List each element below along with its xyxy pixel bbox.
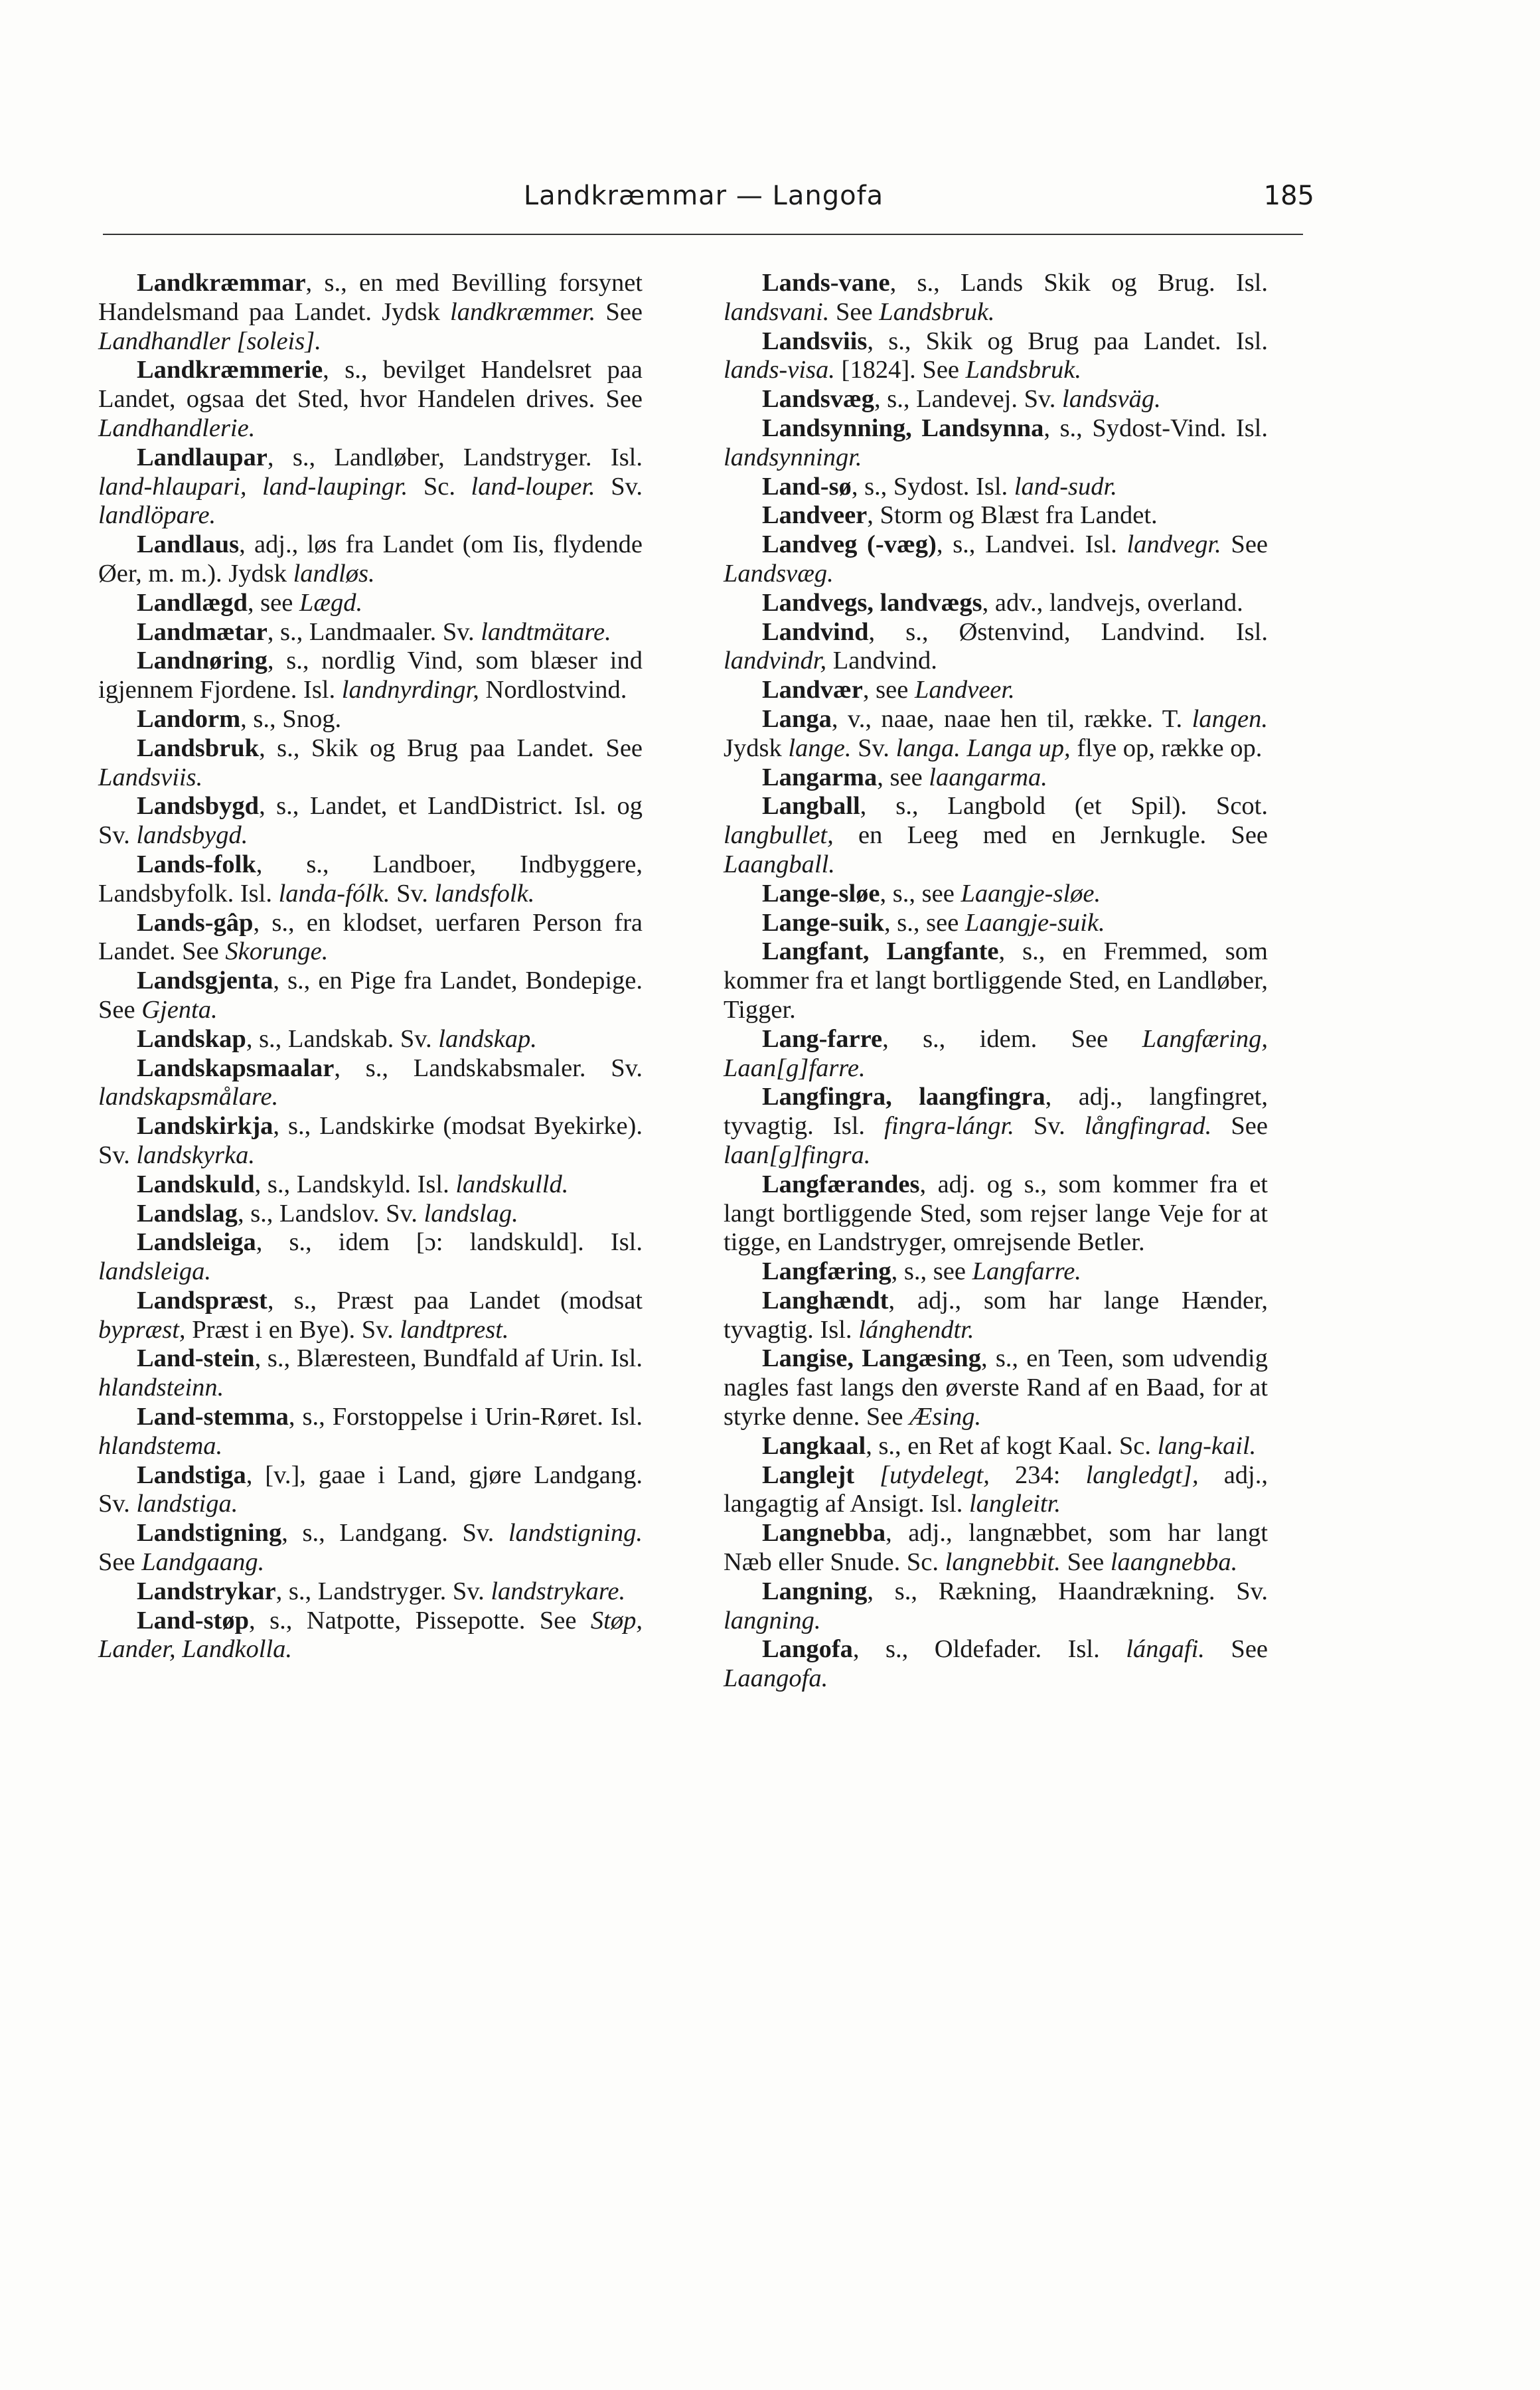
entry-text: flye op, række op. bbox=[1070, 734, 1263, 762]
italic-text: Gjenta. bbox=[141, 995, 218, 1024]
headword: Langise, Langæsing bbox=[762, 1344, 981, 1373]
dictionary-entry bbox=[724, 269, 1268, 327]
dictionary-entry bbox=[724, 385, 1268, 414]
italic-text: hlandsteinn. bbox=[98, 1374, 224, 1402]
entry-text: See bbox=[595, 297, 643, 326]
right-column bbox=[724, 269, 1268, 1694]
italic-text: laangnebba. bbox=[1110, 1548, 1238, 1577]
entry-text: See bbox=[1060, 1548, 1111, 1577]
dictionary-entry bbox=[724, 618, 1268, 677]
dictionary-entry bbox=[724, 1577, 1268, 1636]
headword: Landkræmmerie bbox=[137, 356, 323, 384]
entry-text: See bbox=[98, 1548, 142, 1577]
entry-text: , adj., løs fra Landet (om Iis, flydende Øer, m. m.). Jydsk bbox=[98, 530, 643, 588]
entry-text: , s., Præst paa Landet (modsat bbox=[267, 1286, 643, 1314]
dictionary-entry bbox=[724, 763, 1268, 793]
headword: Langofa bbox=[762, 1635, 853, 1664]
italic-text: laan[g]fingra. bbox=[724, 1141, 871, 1169]
dictionary-entry bbox=[98, 647, 643, 705]
entry-text bbox=[961, 734, 967, 762]
headword: Land-støp bbox=[137, 1606, 250, 1634]
italic-text: landsfolk. bbox=[434, 879, 535, 908]
italic-text: Lægd. bbox=[299, 588, 363, 617]
entry-text: Landvind. bbox=[826, 647, 937, 675]
italic-text: bypræst, bbox=[98, 1315, 186, 1344]
entry-text: , adj. og s., som kommer fra et langt bortliggende Sted, som rejser lange Veje for at tigge, en Landstryger, omrejsende Betler. bbox=[724, 1170, 1268, 1257]
running-title: Landkræmmar — Langofa bbox=[523, 181, 884, 211]
italic-text: landnyrdingr, bbox=[341, 676, 479, 704]
italic-text: langnebbit. bbox=[945, 1548, 1061, 1577]
entry-text: , s., en klodset, uerfaren Person fra Landet. See bbox=[98, 908, 643, 966]
dictionary-entry bbox=[724, 909, 1268, 938]
headword: Landsgjenta bbox=[137, 967, 273, 995]
entry-text: , adj., langnæbbet, som har langt Næb eller Snude. Sc. bbox=[724, 1519, 1268, 1577]
entry-text: , s., en Fremmed, som kommer fra et langt bortliggende Sted, en Landløber, Tigger. bbox=[724, 937, 1268, 1024]
italic-text: land-hlaupari, land-laupingr. bbox=[98, 472, 408, 501]
entry-text: , s., Landløber, Landstryger. Isl. bbox=[267, 443, 643, 471]
italic-text: långfingrad. bbox=[1084, 1112, 1212, 1141]
entry-text: , s., Landgang. Sv. bbox=[281, 1519, 508, 1548]
italic-text: landlöpare. bbox=[98, 501, 216, 530]
dictionary-entry bbox=[724, 1461, 1268, 1520]
dictionary-entry bbox=[724, 1025, 1268, 1083]
dictionary-entry bbox=[724, 1083, 1268, 1170]
entry-text: , s., Lands Skik og Brug. Isl. bbox=[889, 269, 1268, 297]
entry-text: Sv. bbox=[1014, 1112, 1085, 1141]
dictionary-entry bbox=[98, 589, 643, 618]
dictionary-entry bbox=[98, 1577, 643, 1607]
italic-text: Laangball. bbox=[724, 850, 835, 878]
dictionary-entry bbox=[724, 1635, 1268, 1694]
dictionary-entry bbox=[98, 1344, 643, 1403]
headword: Langlejt bbox=[762, 1461, 855, 1489]
headword: Landlægd bbox=[137, 588, 248, 617]
entry-text: Sv. bbox=[390, 879, 435, 908]
dictionary-entry bbox=[98, 1607, 643, 1665]
dictionary-entry bbox=[98, 1228, 643, 1287]
italic-text: landsynningr. bbox=[724, 443, 862, 471]
italic-text: landkræmmer. bbox=[450, 297, 596, 326]
italic-text: Langa up, bbox=[966, 734, 1071, 762]
headword: Landsvæg bbox=[762, 385, 875, 414]
dictionary-entry bbox=[724, 1287, 1268, 1345]
entry-text: See bbox=[829, 297, 880, 326]
italic-text: Landhandler [soleis]. bbox=[98, 327, 321, 355]
italic-text: hlandstema. bbox=[98, 1431, 223, 1460]
entry-text: , s., Landet, et LandDistrict. Isl. og Sv. bbox=[98, 792, 643, 850]
italic-text: Langfarre. bbox=[972, 1257, 1081, 1286]
headword: Landsleiga bbox=[137, 1228, 256, 1257]
dictionary-entry bbox=[724, 414, 1268, 473]
italic-text: Landsviis. bbox=[98, 763, 203, 791]
headword: Lands-folk bbox=[137, 850, 256, 878]
entry-text: Jydsk bbox=[724, 734, 789, 762]
headword: Landspræst bbox=[137, 1286, 268, 1314]
entry-text: , s., Oldefader. Isl. bbox=[852, 1635, 1126, 1664]
entry-text: , s., Sydost. Isl. bbox=[851, 472, 1014, 501]
headword: Landskuld bbox=[137, 1170, 255, 1198]
headword: Landsbruk bbox=[137, 734, 260, 762]
headword: Landveg (-væg) bbox=[762, 530, 937, 559]
italic-text: landtprest. bbox=[400, 1315, 509, 1344]
headword: Langfæring bbox=[762, 1257, 891, 1286]
headword: Lang-farre bbox=[762, 1024, 883, 1053]
headword: Langkaal bbox=[762, 1431, 866, 1460]
dictionary-entry bbox=[724, 792, 1268, 879]
italic-text: landvindr, bbox=[724, 647, 827, 675]
italic-text: Landsvæg. bbox=[724, 559, 834, 588]
dictionary-entry bbox=[724, 589, 1268, 618]
italic-text: land-louper. bbox=[471, 472, 595, 501]
entry-text: adj., langagtig af Ansigt. Isl. bbox=[724, 1461, 1269, 1518]
italic-text: landvegr. bbox=[1126, 530, 1221, 559]
entry-text: See bbox=[1204, 1635, 1269, 1664]
entry-text: , s., bevilget Handelsret paa Landet, ogsaa det Sted, hvor Handelen drives. See bbox=[98, 356, 643, 414]
italic-text: landstiga. bbox=[136, 1490, 238, 1518]
dictionary-entry bbox=[724, 327, 1268, 386]
entry-text: , see bbox=[862, 676, 915, 704]
italic-text: langbullet, bbox=[724, 821, 834, 850]
headword: Landvind bbox=[762, 617, 869, 646]
entry-text: Sc. bbox=[408, 472, 471, 501]
dictionary-entry bbox=[98, 530, 643, 589]
entry-text: , see bbox=[877, 763, 929, 791]
page-number: 185 bbox=[1263, 181, 1314, 211]
headword: Landsviis bbox=[762, 327, 868, 355]
headword: Langhændt bbox=[762, 1286, 889, 1314]
headword: Landvær bbox=[762, 676, 863, 704]
entry-text: , adj., som har lange Hænder, tyvagtig. Isl. bbox=[724, 1286, 1268, 1344]
entry-text: , s., Landskabsmaler. Sv. bbox=[334, 1054, 643, 1082]
entry-text: , s., see bbox=[891, 1257, 972, 1286]
entry-text: [1824]. See bbox=[834, 356, 966, 384]
headword: Langning bbox=[762, 1577, 868, 1605]
entry-text: , s., Snog. bbox=[240, 704, 342, 733]
dictionary-entry bbox=[98, 1200, 643, 1229]
entry-text: , s., en Teen, som udvendig nagles fast langs den øverste Rand af en Baad, for at styrke denne. See bbox=[724, 1344, 1268, 1431]
running-header bbox=[106, 181, 1314, 220]
dictionary-entry bbox=[724, 1257, 1268, 1287]
headword: Langarma bbox=[762, 763, 878, 791]
dictionary-entry bbox=[98, 1054, 643, 1113]
headword: Landlaupar bbox=[137, 443, 268, 471]
entry-text: , [v.], gaae i Land, gjøre Landgang. Sv. bbox=[98, 1461, 643, 1518]
dictionary-entry bbox=[724, 705, 1268, 763]
entry-text: , s., Blæresteen, Bundfald af Urin. Isl. bbox=[254, 1344, 643, 1373]
entry-text: , s., Skik og Brug paa Landet. See bbox=[259, 734, 643, 762]
entry-text: , s., Landslov. Sv. bbox=[237, 1199, 424, 1228]
entry-text: , s., en Ret af kogt Kaal. Sc. bbox=[866, 1431, 1158, 1460]
entry-text: , adj., langfingret, tyvagtig. Isl. bbox=[724, 1083, 1268, 1141]
headword: Landkræmmar bbox=[137, 269, 306, 297]
italic-text: landstigning. bbox=[508, 1519, 643, 1548]
italic-text: laangarma. bbox=[929, 763, 1047, 791]
headword: Langa bbox=[762, 704, 832, 733]
italic-text: landtmätare. bbox=[481, 617, 611, 646]
entry-text: Sv. bbox=[851, 734, 896, 762]
dictionary-entry bbox=[724, 501, 1268, 530]
dictionary-entry bbox=[724, 676, 1268, 705]
headword: Landslag bbox=[137, 1199, 238, 1228]
italic-text: langa. bbox=[895, 734, 961, 762]
italic-text: Skorunge. bbox=[225, 937, 329, 966]
italic-text: landskulld. bbox=[455, 1170, 569, 1198]
entry-text: See bbox=[1221, 530, 1269, 559]
italic-text: land-sudr. bbox=[1014, 472, 1117, 501]
entry-text: Sv. bbox=[595, 472, 643, 501]
italic-text: lángafi. bbox=[1126, 1635, 1205, 1664]
headword: Lange-sløe bbox=[762, 879, 880, 908]
italic-text: Æsing. bbox=[909, 1403, 982, 1431]
entry-text: en Leeg med en Jernkugle. See bbox=[833, 821, 1268, 850]
headword: Landmætar bbox=[137, 617, 268, 646]
dictionary-entry bbox=[724, 1344, 1268, 1431]
italic-text: Landhandlerie. bbox=[98, 414, 256, 442]
entry-text: , s., en med Bevilling forsynet Handelsmand paa Landet. Jydsk bbox=[98, 269, 643, 326]
entry-text: See bbox=[1211, 1112, 1268, 1141]
italic-text: landsväg. bbox=[1062, 385, 1161, 414]
entry-text: , s., see bbox=[884, 908, 965, 937]
entry-text: , s., Rækning, Haandrækning. Sv. bbox=[867, 1577, 1268, 1605]
dictionary-entry bbox=[724, 880, 1268, 909]
italic-text: Landsbruk. bbox=[879, 297, 995, 326]
dictionary-entry bbox=[98, 967, 643, 1025]
italic-text: Langfæring, Laan[g]farre. bbox=[724, 1024, 1268, 1082]
headword: Lange-suik bbox=[762, 908, 885, 937]
dictionary-entry bbox=[98, 909, 643, 967]
entry-text: , s., Landevej. Sv. bbox=[874, 385, 1063, 414]
headword: Landstrykar bbox=[137, 1577, 276, 1605]
italic-text: langen. bbox=[1192, 704, 1268, 733]
entry-text: , s., Landboer, Indbyggere, Landsbyfolk. Isl. bbox=[98, 850, 643, 908]
headword: Landstiga bbox=[137, 1461, 246, 1489]
italic-text: landskapsmålare. bbox=[98, 1083, 279, 1111]
entry-text: , s., Sydost-Vind. Isl. bbox=[1043, 414, 1268, 442]
dictionary-entry bbox=[724, 1519, 1268, 1577]
headword: Landsynning, Landsynna bbox=[762, 414, 1044, 442]
left-column bbox=[98, 269, 643, 1664]
entry-text: , s., Natpotte, Pissepotte. See bbox=[249, 1606, 591, 1634]
italic-text: langledgt], bbox=[1085, 1461, 1199, 1489]
headword: Landorm bbox=[137, 704, 241, 733]
headword: Langfærandes bbox=[762, 1170, 920, 1198]
italic-text: [utydelegt, bbox=[880, 1461, 990, 1489]
dictionary-entry bbox=[98, 792, 643, 850]
italic-text: landa-fólk. bbox=[278, 879, 390, 908]
entry-text: , see bbox=[247, 588, 299, 617]
headword: Landskirkja bbox=[137, 1112, 273, 1141]
dictionary-entry bbox=[98, 356, 643, 443]
headword: Landveer bbox=[762, 501, 868, 530]
headword: Landlaus bbox=[137, 530, 240, 559]
italic-text: landløs. bbox=[293, 559, 375, 588]
dictionary-entry bbox=[98, 850, 643, 909]
entry-text: , s., nordlig Vind, som blæser ind igjennem Fjordene. Isl. bbox=[98, 647, 643, 704]
headword: Langball bbox=[762, 792, 860, 821]
dictionary-entry bbox=[98, 734, 643, 793]
header-rule bbox=[103, 234, 1303, 235]
entry-text: , s., idem. See bbox=[882, 1024, 1142, 1053]
headword: Landskapsmaalar bbox=[137, 1054, 335, 1082]
italic-text: lánghendtr. bbox=[858, 1315, 974, 1344]
italic-text: Laangje-sløe. bbox=[961, 879, 1101, 908]
headword: Landvegs, landvægs bbox=[762, 588, 982, 617]
headword: Langfingra, laangfingra bbox=[762, 1083, 1045, 1111]
dictionary-entry bbox=[98, 618, 643, 647]
italic-text: fingra-lángr. bbox=[884, 1112, 1014, 1141]
dictionary-entry bbox=[724, 530, 1268, 589]
entry-text: , s., Landstryger. Sv. bbox=[275, 1577, 491, 1605]
italic-text: langning. bbox=[724, 1606, 821, 1634]
headword: Landnøring bbox=[137, 647, 268, 675]
italic-text: Landgaang. bbox=[141, 1548, 265, 1577]
italic-text: Landveer. bbox=[914, 676, 1015, 704]
entry-text: , s., Langbold (et Spil). Scot. bbox=[860, 792, 1268, 821]
dictionary-entry bbox=[98, 443, 643, 530]
italic-text: Laangofa. bbox=[724, 1664, 828, 1693]
dictionary-entry bbox=[98, 1403, 643, 1461]
entry-text: , v., naae, naae hen til, række. T. bbox=[831, 704, 1192, 733]
entry-text: , s., en Pige fra Landet, Bondepige. See bbox=[98, 967, 643, 1024]
italic-text: lang-kail. bbox=[1157, 1431, 1257, 1460]
entry-text: , s., Landskab. Sv. bbox=[246, 1024, 439, 1053]
entry-text: , s., Skik og Brug paa Landet. Isl. bbox=[867, 327, 1268, 355]
dictionary-entry bbox=[98, 1287, 643, 1345]
italic-text: landstrykare. bbox=[491, 1577, 626, 1605]
dictionary-entry bbox=[724, 1170, 1268, 1257]
italic-text: Støp, Lander, Landkolla. bbox=[98, 1606, 643, 1664]
entry-text: , s., Landmaaler. Sv. bbox=[267, 617, 481, 646]
italic-text: landskyrka. bbox=[136, 1141, 255, 1169]
headword: Land-stein bbox=[137, 1344, 255, 1373]
entry-text: , Storm og Blæst fra Landet. bbox=[867, 501, 1158, 530]
dictionary-entry bbox=[724, 937, 1268, 1024]
dictionary-entry bbox=[98, 269, 643, 356]
headword: Landstigning bbox=[137, 1519, 282, 1548]
entry-text: 234: bbox=[989, 1461, 1086, 1489]
entry-text: , s., idem [ɔ: landskuld]. Isl. bbox=[256, 1228, 643, 1257]
entry-text: Nordlostvind. bbox=[479, 676, 627, 704]
dictionary-entry bbox=[98, 1461, 643, 1520]
dictionary-entry bbox=[98, 1112, 643, 1170]
italic-text: landslag. bbox=[424, 1199, 518, 1228]
entry-text: , s., Østenvind, Landvind. Isl. bbox=[868, 617, 1268, 646]
headword: Lands-vane bbox=[762, 269, 890, 297]
entry-text: , s., Landskyld. Isl. bbox=[254, 1170, 456, 1198]
italic-text: Laangje-suik. bbox=[964, 908, 1105, 937]
entry-text bbox=[854, 1461, 880, 1489]
dictionary-entry bbox=[98, 1170, 643, 1200]
headword: Landskap bbox=[137, 1024, 246, 1053]
dictionary-entry bbox=[98, 1519, 643, 1577]
dictionary-entry bbox=[98, 1025, 643, 1054]
italic-text: landsleiga. bbox=[98, 1257, 212, 1286]
italic-text: landsbygd. bbox=[136, 821, 248, 850]
entry-text: , s., see bbox=[880, 879, 961, 908]
italic-text: landskap. bbox=[438, 1024, 537, 1053]
dictionary-entry bbox=[724, 473, 1268, 502]
entry-text: , s., Forstoppelse i Urin-Røret. Isl. bbox=[288, 1403, 643, 1431]
italic-text: lands-visa. bbox=[724, 356, 835, 384]
headword: Landsbygd bbox=[137, 792, 260, 821]
entry-text: Præst i en Bye). Sv. bbox=[185, 1315, 400, 1344]
entry-text: , s., Landskirke (modsat Byekirke). Sv. bbox=[98, 1112, 643, 1169]
headword: Lands-gâp bbox=[137, 908, 254, 937]
headword: Langfant, Langfante bbox=[762, 937, 999, 966]
italic-text: landsvani. bbox=[724, 297, 830, 326]
entry-text: , s., Landvei. Isl. bbox=[936, 530, 1127, 559]
headword: Langnebba bbox=[762, 1519, 886, 1548]
italic-text: Landsbruk. bbox=[965, 356, 1081, 384]
italic-text: lange. bbox=[788, 734, 852, 762]
dictionary-entry bbox=[98, 705, 643, 734]
dictionary-entry bbox=[724, 1432, 1268, 1461]
entry-text: , adv., landvejs, overland. bbox=[982, 588, 1243, 617]
italic-text: langleitr. bbox=[968, 1490, 1061, 1518]
headword: Land-sø bbox=[762, 472, 852, 501]
headword: Land-stemma bbox=[137, 1403, 289, 1431]
